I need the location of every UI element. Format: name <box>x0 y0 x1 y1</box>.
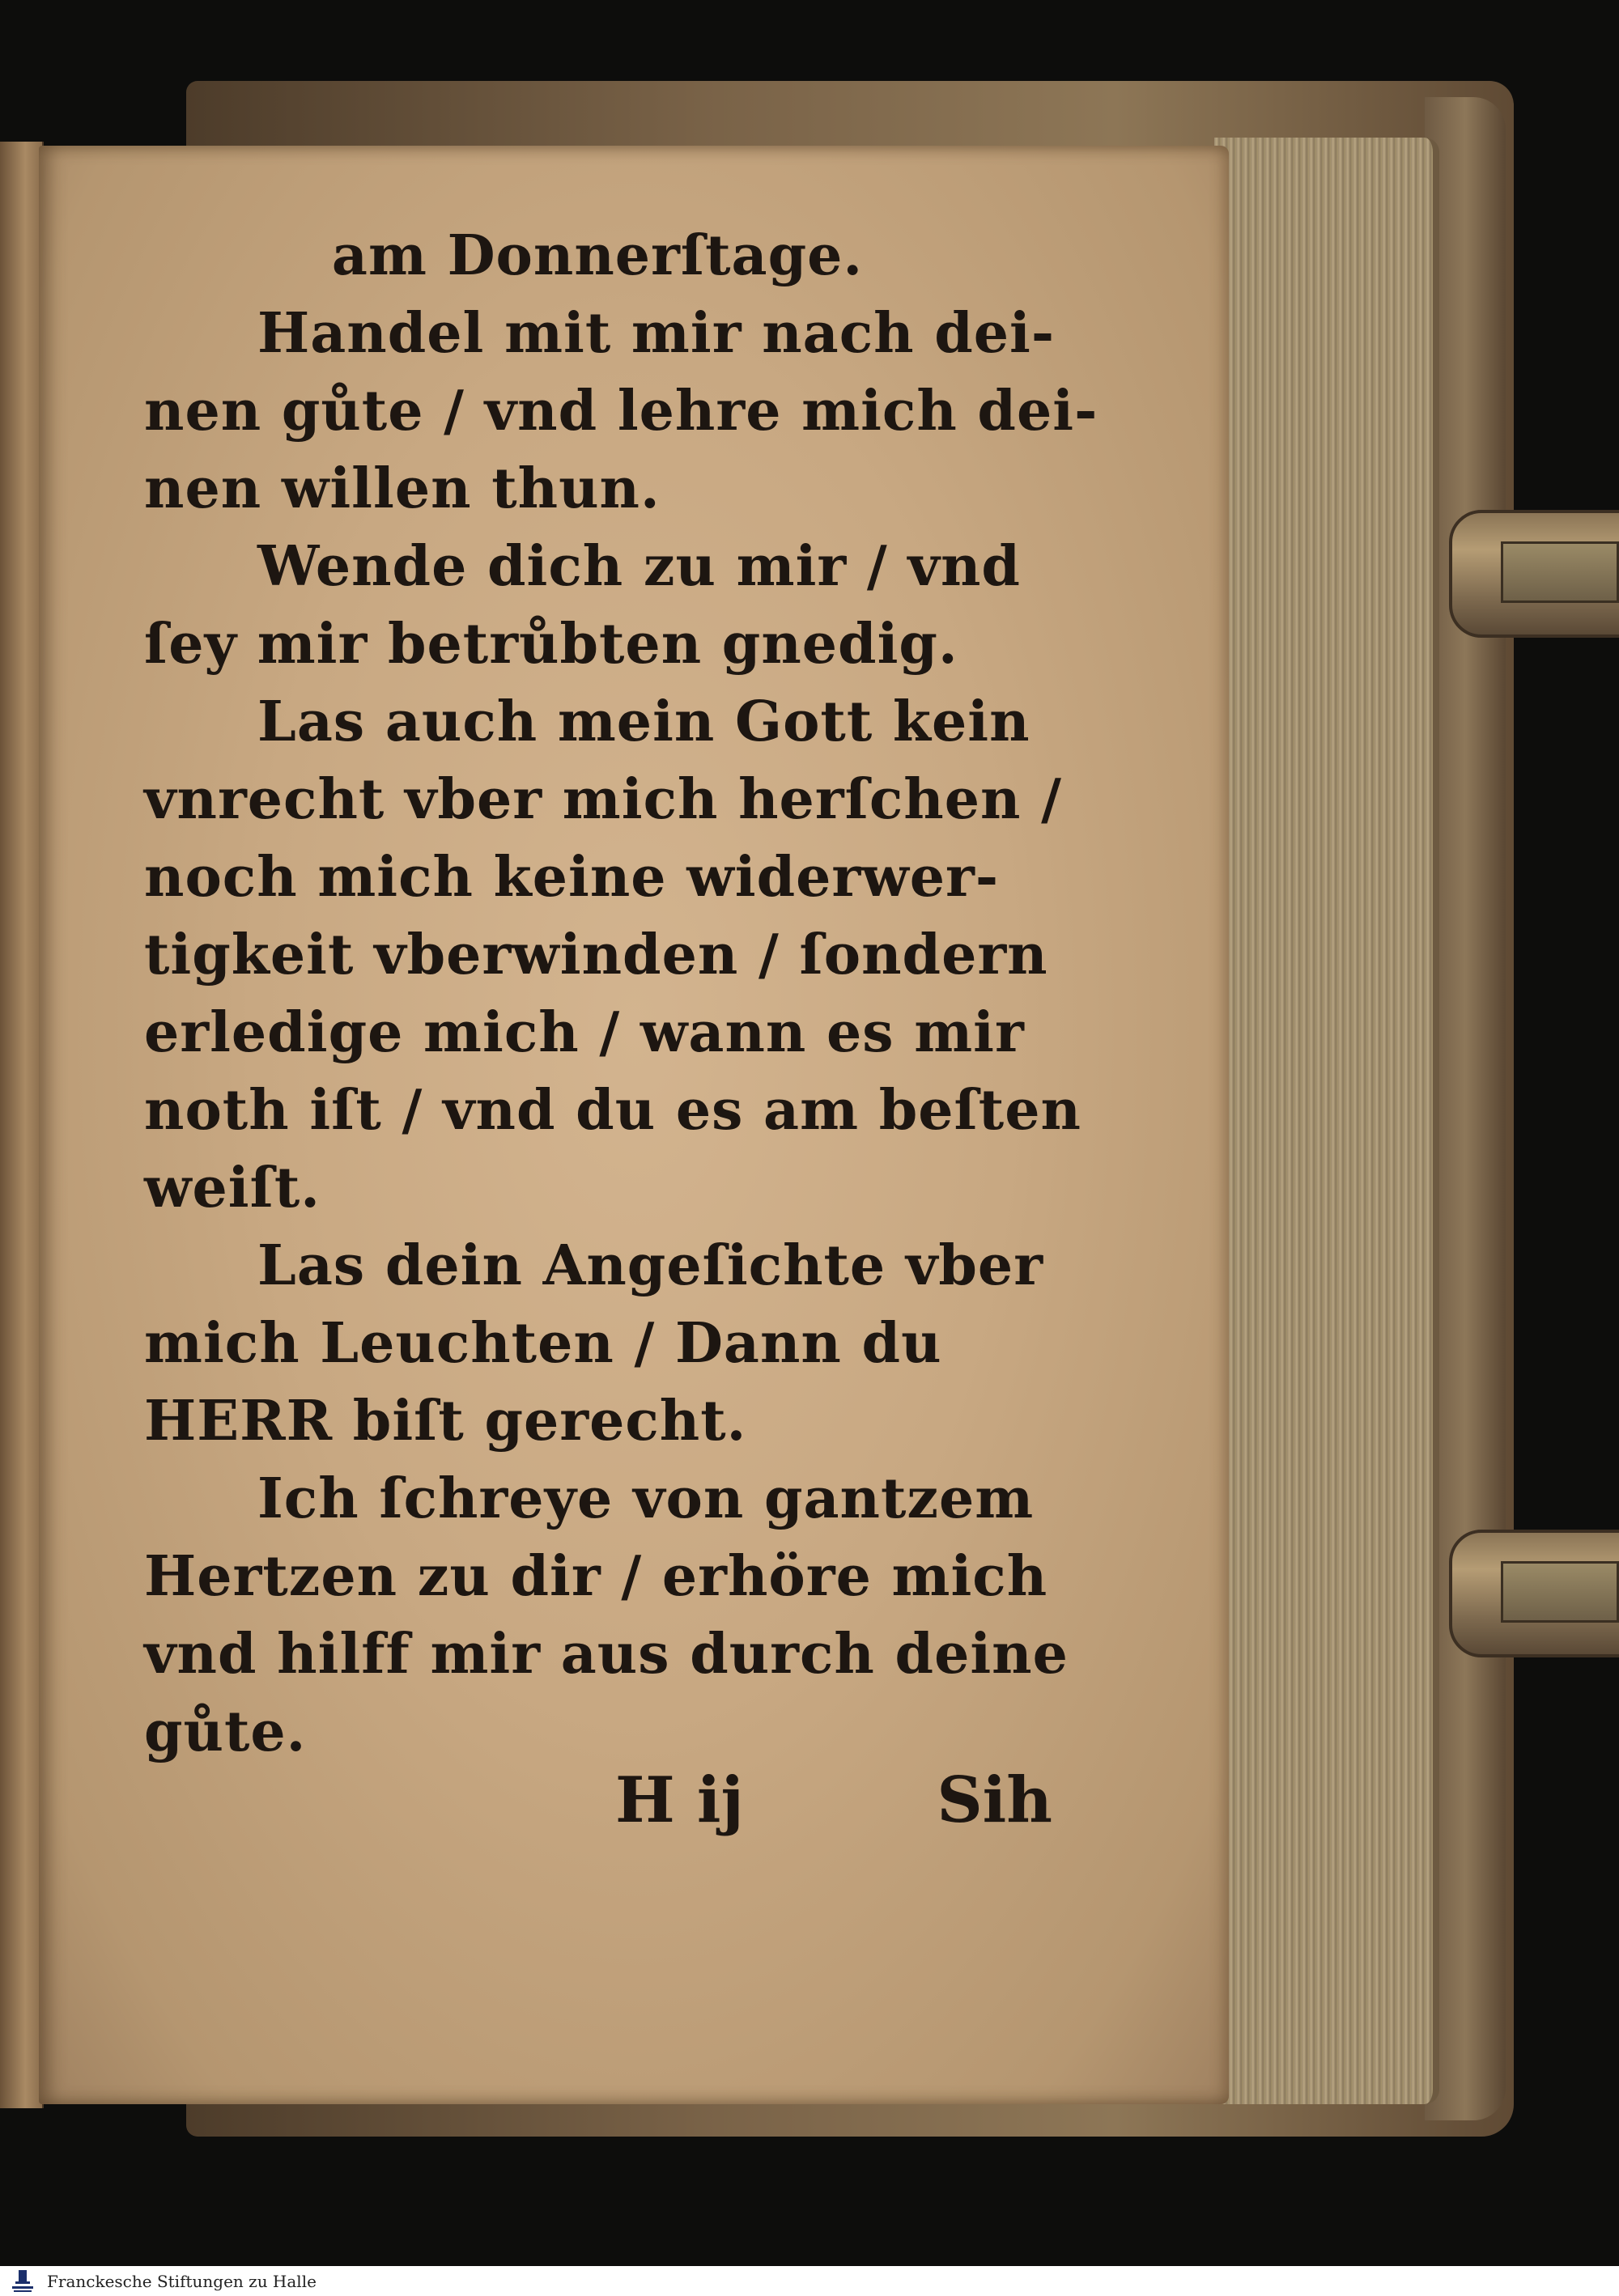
institution-label: Franckesche Stiftungen zu Halle <box>47 2271 317 2291</box>
text-line: vnrecht vber mich herſchen / <box>144 767 1062 832</box>
text-line: Las dein Angeſichte vber <box>257 1233 1044 1298</box>
francke-foundation-logo-icon <box>6 2268 39 2295</box>
page-text <box>144 217 1098 1771</box>
text-line: vnd hilff mir aus durch deine <box>144 1622 1069 1687</box>
text-line: Handel mit mir nach dei- <box>257 301 1056 366</box>
text-line: Hertzen zu dir / erhöre mich <box>144 1544 1048 1609</box>
page-block-edge <box>1214 138 1439 2104</box>
text-line: gůte. <box>144 1700 307 1764</box>
text-line: mich Leuchten / Dann du <box>144 1311 942 1376</box>
text-line: tigkeit vberwinden / ſondern <box>144 923 1048 987</box>
text-line: weiſt. <box>144 1156 321 1220</box>
text-line: nen willen thun. <box>144 456 661 521</box>
text-line: Las auch mein Gott kein <box>257 690 1030 754</box>
text-line: noch mich keine widerwer- <box>144 845 1000 910</box>
text-line: nen gůte / vnd lehre mich dei- <box>144 379 1098 443</box>
text-line: erledige mich / wann es mir <box>144 1000 1025 1065</box>
previous-page-edge <box>0 142 44 2108</box>
page-heading: am Donnerſtage. <box>331 223 864 288</box>
footer-bar <box>0 2266 1619 2296</box>
text-line: ſey mir betrůbten gnedig. <box>144 612 958 677</box>
signature-mark: H ij <box>615 1763 744 1837</box>
clasp-top-icon <box>1449 510 1619 638</box>
text-line: HERR biſt gerecht. <box>144 1389 747 1454</box>
text-line: noth iſt / vnd du es am beſten <box>144 1078 1081 1143</box>
text-line: Wende dich zu mir / vnd <box>257 534 1021 599</box>
catchword: Sih <box>937 1763 1052 1837</box>
text-line: Ich ſchreye von gantzem <box>257 1466 1035 1531</box>
clasp-bottom-icon <box>1449 1530 1619 1657</box>
